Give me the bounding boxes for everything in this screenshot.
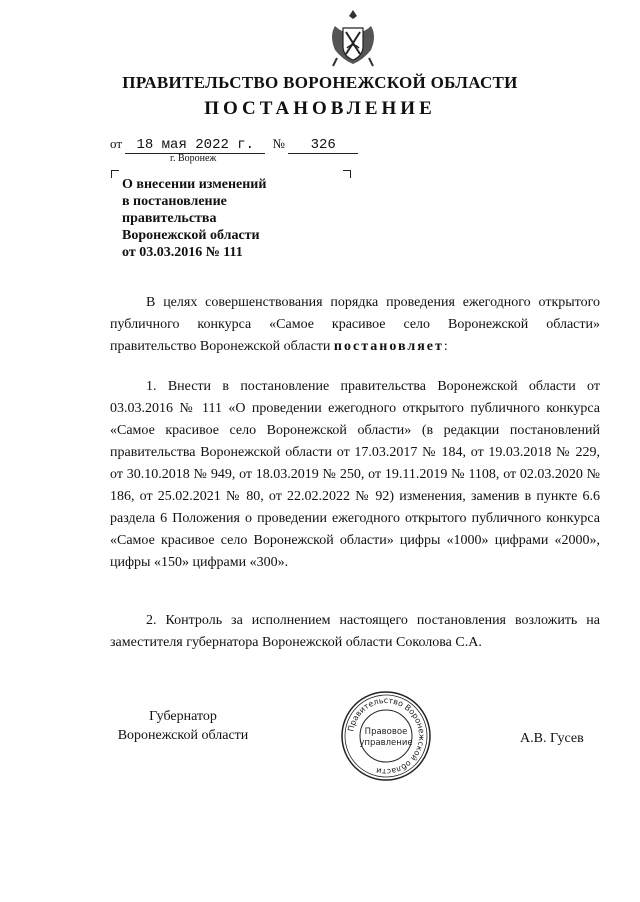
position-line: Воронежской области [117, 728, 249, 743]
coat-of-arms-icon [327, 8, 379, 70]
intro-paragraph [110, 292, 600, 358]
subject-line: от 03.03.2016 № 111 [122, 245, 243, 260]
bracket-top-left [111, 170, 119, 178]
date-line [110, 136, 358, 154]
number-prefix: № [272, 136, 285, 151]
government-title: ПРАВИТЕЛЬСТВО ВОРОНЕЖСКОЙ ОБЛАСТИ [122, 73, 518, 92]
city: г. Воронеж [170, 153, 217, 164]
subject-line: О внесении изменений [122, 177, 267, 192]
svg-text:Правовое: Правовое [364, 727, 408, 737]
subject-line: Воронежской области [122, 228, 260, 243]
bracket-top-right [343, 170, 351, 178]
intro-text: В целях совершенствования порядка проведения ежегодного открытого публичного конкурса «Самое красивое село Воронежской области» правительство Воронежской области [110, 295, 600, 354]
item-1-text: 1. Внести в постановление правительства Воронежской области от 03.03.2016 № 111 «О проведении ежегодного открытого публичного конкурса «Самое красивое село Воронежской области» (в редакции постановлений правительства Воронежской области от 17.03.2017 № 184, от 19.03.2018 № 229, от 30.10.2018 № 949, от 18.03.2019 № 250, от 19.11.2019 № 1108, от 02.03.2020 № 186, от 25.02.2021 № 80, от 22.02.2022 № 92) изменения, заменив в пункте 6.6 раздела 6 Положения о проведении ежегодного открытого публичного конкурса «Самое красивое село Воронежской области» цифры «1000» цифрами «2000», цифры «150» цифрами «300». [110, 379, 600, 570]
subject-line: правительства [122, 211, 217, 226]
document-type: ПОСТАНОВЛЕНИЕ [204, 98, 436, 119]
subject-block [122, 176, 266, 261]
decree-word: постановляет [333, 339, 444, 354]
item-2 [110, 610, 600, 654]
signatory-position [108, 707, 258, 745]
intro-colon: : [443, 339, 448, 354]
date-value: 18 мая 2022 г. [125, 137, 265, 154]
position-line: Губернатор [149, 709, 217, 724]
svg-text:управление: управление [359, 738, 413, 748]
date-prefix: от [110, 136, 123, 151]
round-stamp-icon [340, 690, 432, 782]
signatory-name: А.В. Гусев [520, 731, 584, 746]
number-value: 326 [288, 137, 358, 154]
subject-line: в постановление [122, 194, 227, 209]
item-2-text: 2. Контроль за исполнением настоящего постановления возложить на заместителя губернатора Воронежской области Соколова С.А. [110, 613, 600, 650]
svg-text:Правительство Воронежской обла: Правительство Воронежской области [346, 695, 427, 777]
item-1 [110, 376, 600, 574]
